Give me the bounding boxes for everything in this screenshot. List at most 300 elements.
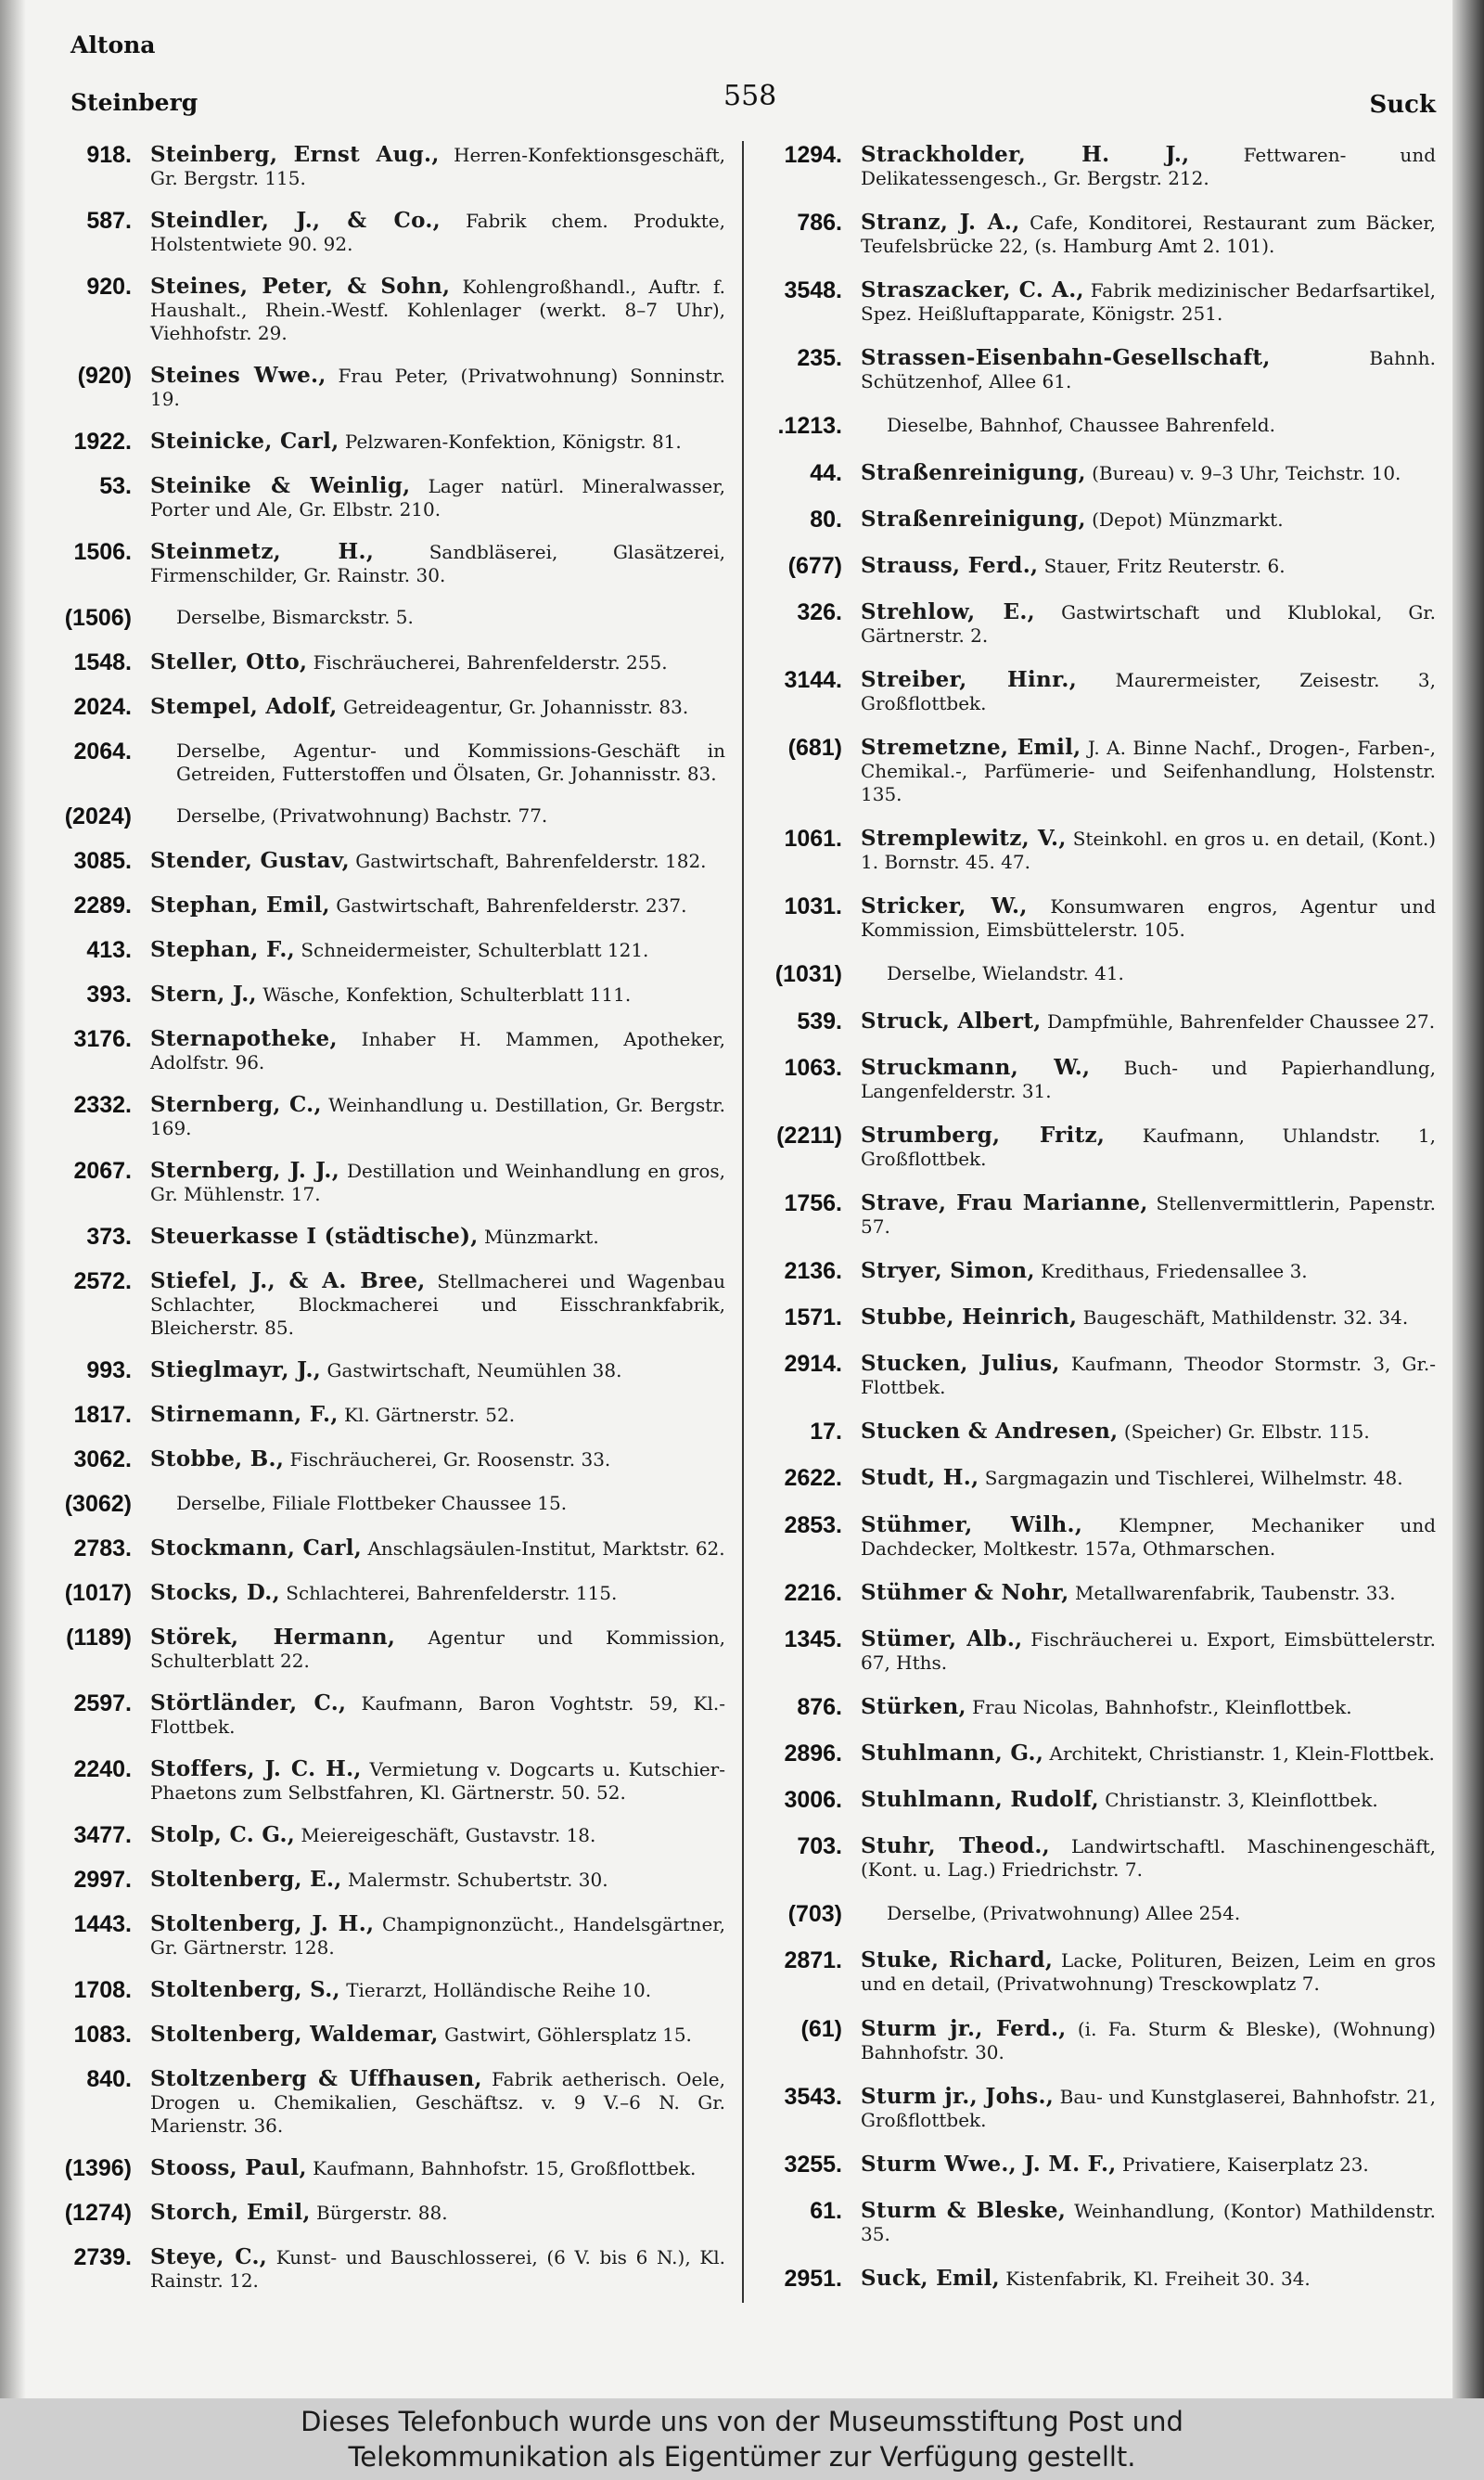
directory-entry: [39, 2065, 725, 2138]
directory-entry: [39, 1690, 725, 1739]
phone-number: 1756.: [784, 1189, 842, 1216]
entry-details: Anschlagsäulen-Institut, Marktstr. 62.: [367, 1537, 725, 1560]
directory-entry: [39, 1446, 725, 1473]
directory-entry: [39, 1025, 725, 1074]
entry-details: (i. Fa. Sturm & Bleske), (Wohnung) Bahnhofstr. 30.: [861, 2017, 1436, 2063]
directory-entry: [39, 693, 725, 721]
phone-number: 1443.: [73, 1911, 132, 1937]
phone-number: 2216.: [784, 1579, 842, 1606]
directory-entry: [749, 1257, 1436, 1285]
entry-details: Baugeschäft, Mathildenstr. 32. 34.: [1082, 1306, 1409, 1330]
entry-name: Stoltenberg, S.,: [150, 1977, 340, 2002]
entry-details: Dieselbe, Bahnhof, Chaussee Bahrenfeld.: [887, 414, 1275, 437]
phone-number: 2572.: [73, 1268, 132, 1294]
directory-entry: [39, 1976, 725, 2004]
entry-name: Sternapotheke,: [150, 1026, 338, 1051]
directory-entry: [39, 2021, 725, 2049]
entry-text: [861, 412, 1436, 437]
directory-entry: [749, 1189, 1436, 1239]
entry-name: Stühmer & Nohr,: [861, 1579, 1069, 1605]
directory-entry: [39, 1267, 725, 1340]
directory-entry: [749, 1122, 1436, 1171]
directory-entry: [39, 892, 725, 919]
entry-text: [150, 362, 725, 411]
entry-text: [861, 209, 1436, 258]
phone-number: 1708.: [73, 1977, 132, 2003]
entry-details: Kl. Gärtnerstr. 52.: [344, 1404, 516, 1426]
entry-text: [861, 1008, 1436, 1034]
entry-details: Schneidermeister, Schulterblatt 121.: [301, 939, 649, 961]
entry-text: [150, 649, 725, 675]
phone-number: 1548.: [73, 649, 132, 675]
phone-number: (1031): [774, 961, 842, 988]
entry-name: Streiber, Hinr.,: [861, 667, 1078, 692]
directory-entry: [749, 1947, 1436, 1996]
entry-details: Derselbe, Bismarckstr. 5.: [176, 606, 414, 628]
entry-name: Storch, Emil,: [150, 2200, 311, 2225]
directory-entry: [749, 1693, 1436, 1721]
entry-details: Weinhandlung, (Kontor) Mathildenstr. 35.: [861, 2199, 1436, 2245]
entry-name: Sturm & Bleske,: [861, 2197, 1067, 2223]
entry-details: Wäsche, Konfektion, Schulterblatt 111.: [262, 983, 632, 1006]
entry-name: Straßenreinigung,: [861, 506, 1086, 532]
entry-details: J. A. Binne Nachf., Drogen-, Farben-, Chemikal.-, Parfümerie- und Seifenhandlung, Holstenstr. 135.: [861, 737, 1437, 806]
entry-name: Stucken & Andresen,: [861, 1419, 1119, 1445]
phone-number: 393.: [86, 982, 132, 1008]
phone-number: 2332.: [73, 1092, 132, 1118]
phone-number: 918.: [86, 142, 132, 168]
entry-name: Stühmer, Wilh.,: [861, 1511, 1083, 1537]
phone-number: 3085.: [73, 848, 132, 874]
entry-details: Kistenfabrik, Kl. Freiheit 30. 34.: [1005, 2268, 1311, 2290]
phone-number: 1571.: [784, 1304, 842, 1331]
phone-number: 2783.: [73, 1536, 132, 1561]
entry-name: Stoltzenberg & Uffhausen,: [150, 2066, 482, 2091]
phone-number: 1294.: [784, 142, 842, 168]
entry-name: Steinike & Weinlig,: [150, 473, 411, 498]
entry-text: [861, 1511, 1436, 1561]
entry-name: Stieglmayr, J.,: [150, 1357, 322, 1382]
directory-entry: [749, 1786, 1436, 1814]
directory-entry: [39, 141, 725, 190]
entry-text: [861, 1625, 1436, 1675]
directory-entry: [749, 552, 1436, 580]
page-gutter-shadow: [0, 0, 26, 2398]
entry-text: [150, 604, 725, 629]
entry-details: Tierarzt, Holländische Reihe 10.: [346, 1979, 652, 2001]
entry-details: Derselbe, (Privatwohnung) Bachstr. 77.: [176, 804, 548, 827]
entry-text: [150, 1690, 725, 1739]
entry-name: Stümer, Alb.,: [861, 1625, 1023, 1651]
entry-text: [150, 1025, 725, 1074]
entry-text: [861, 1350, 1436, 1399]
entry-details: Stauer, Fritz Reuterstr. 6.: [1043, 554, 1286, 577]
entry-details: Fischräucherei u. Export, Eimsbüttelerstr. 67, Hths.: [861, 1627, 1436, 1674]
column-divider: [742, 141, 744, 2303]
phone-number: 539.: [797, 1008, 842, 1034]
directory-entry: [749, 412, 1436, 440]
entry-details: Cafe, Konditorei, Restaurant zum Bäcker, Teufelsbrücke 22, (s. Hamburg Amt 2. 101).: [861, 212, 1437, 258]
directory-entry: [749, 1304, 1436, 1331]
entry-details: Lacke, Polituren, Beizen, Leim en gros und en detail, (Privatwohnung) Tresckowplatz 7.: [861, 1949, 1436, 1996]
entry-name: Störek, Hermann,: [150, 1625, 396, 1650]
directory-entry: [749, 1740, 1436, 1767]
entry-name: Stephan, Emil,: [150, 893, 330, 918]
directory-entry: [749, 1625, 1436, 1675]
page-number: 558: [723, 80, 777, 112]
footer-line-1: Dieses Telefonbuch wurde uns von der Museumsstiftung Post und: [301, 2406, 1183, 2437]
entry-name: Störtländer, C.,: [150, 1690, 347, 1715]
entry-text: [861, 2197, 1436, 2246]
phone-number: 3255.: [784, 2151, 842, 2178]
entry-name: Steinmetz, H.,: [150, 539, 375, 564]
entry-text: [861, 552, 1436, 578]
entry-details: Kaufmann, Theodor Stormstr. 3, Gr.-Flottbek.: [861, 1353, 1437, 1399]
entry-text: [150, 472, 725, 521]
entry-details: Fabrik aetherisch. Oele, Drogen u. Chemikalien, Geschäftsz. v. 9 V.–6 N. Gr. Marienstr. 36.: [150, 2068, 725, 2137]
entry-text: [861, 1122, 1436, 1171]
entry-name: Steines, Peter, & Sohn,: [150, 274, 451, 299]
entry-text: [861, 1418, 1436, 1444]
entry-text: [861, 2015, 1436, 2064]
entry-text: [150, 1223, 725, 1249]
entry-name: Steines Wwe.,: [150, 363, 326, 388]
phone-number: 2896.: [784, 1741, 842, 1767]
entry-text: [150, 1579, 725, 1605]
entry-details: Dampfmühle, Bahrenfelder Chaussee 27.: [1046, 1009, 1436, 1033]
phone-number: 703.: [797, 1833, 842, 1860]
header-range-end: Suck: [1369, 91, 1436, 119]
entry-name: Stobbe, B.,: [150, 1446, 285, 1471]
entry-details: Derselbe, (Privatwohnung) Allee 254.: [887, 1902, 1241, 1925]
entry-details: Gastwirtschaft, Neumühlen 38.: [326, 1359, 622, 1381]
phone-number: (1017): [64, 1580, 132, 1606]
entry-details: Vermietung v. Dogcarts u. Kutschier-Phaetons zum Selbstfahren, Kl. Gärtnerstr. 50. 52.: [150, 1758, 725, 1804]
phone-number: (703): [787, 1901, 842, 1928]
phone-number: (1274): [64, 2200, 132, 2226]
entry-name: Stiefel, J., & A. Bree,: [150, 1268, 426, 1293]
entry-text: [861, 2265, 1436, 2291]
entry-text: [861, 1693, 1436, 1719]
entry-name: Stuke, Richard,: [861, 1947, 1054, 1973]
entry-text: [150, 273, 725, 345]
entry-details: Destillation und Weinhandlung en gros, Gr. Mühlenstr. 17.: [150, 1160, 725, 1205]
entry-name: Strumberg, Fritz,: [861, 1122, 1106, 1148]
entry-details: Metallwarenfabrik, Taubenstr. 33.: [1074, 1581, 1396, 1604]
phone-number: 2739.: [73, 2244, 132, 2270]
entry-name: Steinicke, Carl,: [150, 429, 339, 454]
directory-entry: [749, 734, 1436, 806]
entry-details: Privatiere, Kaiserplatz 23.: [1121, 2152, 1369, 2176]
directory-entry: [39, 1624, 725, 1673]
entry-text: [150, 141, 725, 190]
entry-text: [861, 825, 1436, 874]
phone-number: 1345.: [784, 1625, 842, 1652]
directory-entry: [749, 1511, 1436, 1561]
entry-details: Gastwirtschaft, Bahrenfelderstr. 237.: [336, 894, 687, 917]
directory-entry: [39, 1821, 725, 1849]
phone-number: (681): [787, 735, 842, 762]
entry-name: Stricker, W.,: [861, 893, 1028, 919]
entry-text: [861, 1579, 1436, 1605]
entry-details: Fischräucherei, Gr. Roosenstr. 33.: [289, 1448, 611, 1471]
entry-details: Schlachterei, Bahrenfelderstr. 115.: [286, 1582, 618, 1604]
entry-text: [861, 893, 1436, 942]
entry-name: Steuerkasse I (städtische),: [150, 1224, 479, 1249]
directory-entry: [39, 1755, 725, 1805]
phone-number: 2289.: [73, 893, 132, 919]
entry-name: Stürken,: [861, 1693, 966, 1719]
directory-entry: [39, 2243, 725, 2293]
entry-text: [150, 1821, 725, 1847]
entry-details: Gastwirtschaft und Klublokal, Gr. Gärtnerstr. 2.: [861, 600, 1437, 647]
phone-number: 2914.: [784, 1351, 842, 1378]
phone-number: 44.: [810, 459, 842, 486]
entry-text: [861, 1947, 1436, 1996]
phone-number: 993.: [86, 1357, 132, 1383]
entry-name: Stremetzne, Emil,: [861, 735, 1081, 761]
entry-name: Stubbe, Heinrich,: [861, 1304, 1078, 1330]
phone-number: 326.: [797, 598, 842, 625]
entry-details: Bürgerstr. 88.: [316, 2202, 448, 2224]
phone-number: 1817.: [73, 1402, 132, 1428]
entry-name: Strassen-Eisenbahn-Gesellschaft,: [861, 345, 1271, 371]
entry-name: Stoffers, J. C. H.,: [150, 1756, 362, 1781]
entry-name: Studt, H.,: [861, 1465, 979, 1491]
entry-text: [150, 2199, 725, 2225]
entry-details: Kunst- und Bauschlosserei, (6 V. bis 6 N.), Kl. Rainstr. 12.: [150, 2246, 726, 2292]
header-range-start: Steinberg: [70, 89, 198, 116]
entry-name: Steinberg, Ernst Aug.,: [150, 142, 440, 167]
directory-entry: [749, 209, 1436, 258]
entry-details: Sargmagazin und Tischlerei, Wilhelmstr. 48.: [984, 1467, 1403, 1490]
entry-name: Strackholder, H. J.,: [861, 142, 1190, 167]
entry-text: [150, 803, 725, 828]
directory-entry: [749, 2197, 1436, 2246]
directory-entry: [39, 649, 725, 676]
entry-text: [861, 1257, 1436, 1283]
entry-name: Struckmann, W.,: [861, 1054, 1091, 1080]
directory-entry: [749, 2015, 1436, 2064]
phone-number: 2997.: [73, 1867, 132, 1893]
directory-entry: [39, 1910, 725, 1960]
entry-text: [150, 1401, 725, 1427]
directory-entry: [749, 1418, 1436, 1446]
directory-entry: [749, 1054, 1436, 1103]
phone-number: 373.: [86, 1224, 132, 1250]
directory-entry: [749, 459, 1436, 487]
phone-number: 876.: [797, 1693, 842, 1720]
entry-details: Fabrik medizinischer Bedarfsartikel, Spez. Heißluftapparate, Königstr. 251.: [861, 279, 1437, 326]
entry-details: (Depot) Münzmarkt.: [1092, 508, 1284, 531]
phone-number: 1506.: [73, 539, 132, 565]
entry-text: [150, 1976, 725, 2002]
entry-name: Strave, Frau Marianne,: [861, 1189, 1148, 1215]
entry-text: [150, 428, 725, 454]
entry-text: [861, 1054, 1436, 1103]
entry-text: [861, 960, 1436, 985]
entry-name: Sternberg, J. J.,: [150, 1158, 340, 1183]
phone-number: 920.: [86, 274, 132, 300]
phone-number: (1506): [64, 605, 132, 631]
entry-text: [150, 538, 725, 587]
entry-text: [150, 693, 725, 719]
entry-details: Malermstr. Schubertstr. 30.: [347, 1869, 608, 1891]
phone-number: 3006.: [784, 1787, 842, 1814]
directory-entry: [749, 141, 1436, 190]
directory-entry: [749, 598, 1436, 648]
entry-text: [861, 1832, 1436, 1882]
entry-details: Kredithaus, Friedensallee 3.: [1041, 1260, 1308, 1282]
directory-entry: [39, 1401, 725, 1429]
directory-entry: [39, 428, 725, 456]
phone-number: 3543.: [784, 2083, 842, 2110]
phone-number: 2136.: [784, 1258, 842, 1284]
entry-text: [150, 1267, 725, 1340]
entry-text: [150, 1866, 725, 1892]
entry-name: Stryer, Simon,: [861, 1258, 1035, 1283]
phone-number: 1061.: [784, 826, 842, 853]
entry-name: Strehlow, E.,: [861, 598, 1035, 624]
entry-details: (Bureau) v. 9–3 Uhr, Teichstr. 10.: [1092, 461, 1401, 484]
entry-details: Pelzwaren-Konfektion, Königstr. 81.: [344, 430, 682, 453]
entry-details: Herren-Konfektionsgeschäft, Gr. Bergstr. 115.: [150, 144, 725, 189]
entry-text: [150, 1755, 725, 1805]
phone-number: 2622.: [784, 1465, 842, 1492]
entry-details: Frau Nicolas, Bahnhofstr., Kleinflottbek.: [972, 1695, 1352, 1718]
directory-entry: [39, 472, 725, 521]
header-city: Altona: [70, 32, 156, 58]
phone-number: 1031.: [784, 893, 842, 920]
entry-details: Architekt, Christianstr. 1, Klein-Flottbek.: [1049, 1742, 1435, 1765]
entry-text: [150, 981, 725, 1007]
directory-entry: [749, 2151, 1436, 2178]
entry-text: [861, 1189, 1436, 1239]
phone-number: 3477.: [73, 1822, 132, 1848]
entry-name: Stockmann, Carl,: [150, 1536, 363, 1561]
right-column: [749, 141, 1436, 2303]
directory-entry: [749, 960, 1436, 988]
entry-text: [861, 1900, 1436, 1925]
entry-name: Stremplewitz, V.,: [861, 826, 1067, 852]
directory-entry: [39, 604, 725, 632]
entry-text: [150, 2021, 725, 2047]
entry-text: [861, 506, 1436, 532]
entry-name: Strauss, Ferd.,: [861, 552, 1039, 578]
phone-number: 413.: [86, 937, 132, 963]
phone-number: 3144.: [784, 667, 842, 693]
directory-entry: [39, 981, 725, 1009]
directory-entry: [39, 1223, 725, 1251]
entry-details: Buch- und Papierhandlung, Langenfelderstr. 31.: [861, 1056, 1436, 1102]
entry-details: Gastwirtschaft, Bahrenfelderstr. 182.: [355, 850, 707, 872]
entry-text: [150, 1624, 725, 1673]
entry-details: Derselbe, Filiale Flottbeker Chaussee 15.: [176, 1492, 568, 1514]
entry-text: [150, 1091, 725, 1140]
phone-number: (920): [77, 363, 132, 389]
left-column: [39, 141, 725, 2303]
phone-number: 2240.: [73, 1756, 132, 1782]
entry-name: Stoltenberg, J. H.,: [150, 1911, 375, 1936]
entry-text: [150, 1910, 725, 1960]
entry-name: Stolp, C. G.,: [150, 1822, 296, 1847]
entry-name: Stooss, Paul,: [150, 2155, 307, 2180]
entry-details: Getreideagentur, Gr. Johannisstr. 83.: [342, 696, 689, 718]
entry-name: Stuhlmann, Rudolf,: [861, 1787, 1099, 1813]
entry-name: Stender, Gustav,: [150, 848, 350, 873]
entry-name: Stocks, D.,: [150, 1580, 280, 1605]
entry-details: Bau- und Kunstglaserei, Bahnhofstr. 21, Großflottbek.: [861, 2085, 1437, 2131]
directory-entry: [749, 1900, 1436, 1928]
entry-text: [150, 847, 725, 873]
directory-entry: [749, 1008, 1436, 1035]
entry-name: Sternberg, C.,: [150, 1092, 322, 1117]
entry-name: Sturm jr., Ferd.,: [861, 2015, 1067, 2041]
entry-name: Stranz, J. A.,: [861, 210, 1020, 236]
entry-details: Konsumwaren engros, Agentur und Kommission, Eimsbüttelerstr. 105.: [861, 895, 1436, 942]
entry-details: Lager natürl. Mineralwasser, Porter und Ale, Gr. Elbstr. 210.: [150, 475, 725, 520]
directory-entry: [39, 1091, 725, 1140]
phone-number: 840.: [86, 2066, 132, 2092]
entry-details: Weinhandlung u. Destillation, Gr. Bergstr. 169.: [150, 1094, 725, 1139]
entry-text: [150, 738, 725, 786]
phone-number: 2853.: [784, 1511, 842, 1538]
entry-text: [150, 2243, 725, 2293]
directory-entry: [39, 803, 725, 830]
entry-name: Steller, Otto,: [150, 649, 308, 675]
entry-text: [150, 2154, 725, 2180]
phone-number: 2024.: [73, 694, 132, 720]
entry-details: Klempner, Mechaniker und Dachdecker, Moltkestr. 157a, Othmarschen.: [861, 1513, 1436, 1560]
directory-entry: [749, 2083, 1436, 2132]
directory-entry: [749, 1832, 1436, 1882]
phone-number: 2064.: [73, 739, 132, 765]
directory-entry: [39, 1356, 725, 1384]
entry-name: Stoltenberg, Waldemar,: [150, 2022, 439, 2047]
entry-details: Christianstr. 3, Kleinflottbek.: [1105, 1789, 1378, 1812]
phone-number: 587.: [86, 208, 132, 234]
phone-number: 1083.: [73, 2022, 132, 2048]
entry-text: [150, 2065, 725, 2138]
entry-name: Suck, Emil,: [861, 2266, 1000, 2291]
footer-note: [0, 2398, 1484, 2480]
entry-text: [150, 892, 725, 918]
directory-entry: [39, 207, 725, 256]
phone-number: .1213.: [777, 413, 842, 440]
entry-text: [150, 1490, 725, 1515]
entry-details: Kaufmann, Baron Voghtstr. 59, Kl.-Flottbek.: [150, 1692, 726, 1738]
phone-number: 2597.: [73, 1690, 132, 1716]
entry-text: [150, 1157, 725, 1206]
entry-details: Derselbe, Wielandstr. 41.: [887, 962, 1124, 985]
phone-number: (3062): [64, 1491, 132, 1517]
phone-number: 2067.: [73, 1158, 132, 1184]
phone-number: 17.: [810, 1419, 842, 1446]
directory-entry: [749, 344, 1436, 393]
directory-entry: [39, 1157, 725, 1206]
phone-number: 61.: [810, 2197, 842, 2224]
entry-details: Sandbläserei, Glasätzerei, Firmenschilder, Gr. Rainstr. 30.: [150, 541, 725, 586]
directory-entry: [39, 1866, 725, 1894]
entry-name: Sturm jr., Johs.,: [861, 2083, 1055, 2109]
entry-text: [861, 734, 1436, 806]
entry-name: Straßenreinigung,: [861, 459, 1086, 485]
entry-text: [861, 276, 1436, 326]
phone-number: (677): [787, 552, 842, 579]
entry-details: Fabrik chem. Produkte, Holstentwiete 90. 92.: [150, 210, 726, 255]
page-edge-shadow: [1452, 0, 1484, 2398]
entry-text: [861, 2151, 1436, 2177]
